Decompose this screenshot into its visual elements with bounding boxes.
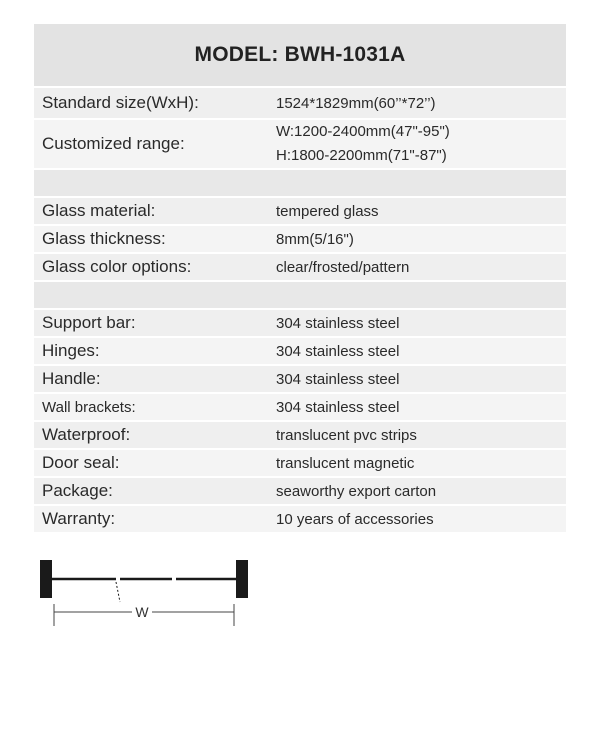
spec-value-width: W:1200-2400mm(47"-95")	[276, 123, 450, 140]
spec-label: Package:	[42, 481, 113, 500]
spec-row-glass-material	[34, 198, 566, 224]
spec-label: Hinges:	[42, 341, 100, 360]
spec-row-package	[34, 478, 566, 504]
spec-value: tempered glass	[276, 202, 379, 220]
spec-label: Glass material:	[42, 201, 156, 220]
spec-label: Support bar:	[42, 313, 136, 332]
spec-value: 10 years of accessories	[276, 510, 434, 528]
spec-label: Handle:	[42, 369, 101, 388]
spec-table	[34, 24, 566, 532]
spec-value: translucent pvc strips	[276, 426, 417, 444]
spec-label: Wall brackets:	[42, 398, 136, 416]
spec-row-waterproof	[34, 422, 566, 448]
spec-row-glass-color	[34, 254, 566, 280]
spec-value: 304 stainless steel	[276, 342, 400, 360]
width-dimension-label: W	[135, 604, 149, 620]
spec-row-hinges	[34, 338, 566, 364]
spec-value: seaworthy export carton	[276, 482, 437, 500]
spec-value: clear/frosted/pattern	[276, 258, 410, 276]
spec-label: Glass color options:	[42, 257, 192, 276]
spec-value: translucent magnetic	[276, 454, 415, 472]
spec-value-height: H:1800-2200mm(71"-87")	[276, 147, 447, 164]
spec-label: Warranty:	[42, 509, 116, 528]
spec-value: 304 stainless steel	[276, 398, 400, 416]
model-title: MODEL: BWH-1031A	[34, 24, 566, 86]
spec-value	[268, 120, 566, 168]
left-wall-bracket	[40, 560, 52, 598]
spec-value: 304 stainless steel	[276, 314, 400, 332]
spec-row-standard-size	[34, 88, 566, 118]
spec-row-handle	[34, 366, 566, 392]
spec-value: 1524*1829mm(60’’*72’’)	[276, 94, 436, 112]
spec-row-support-bar	[34, 310, 566, 336]
spec-value: 304 stainless steel	[276, 370, 400, 388]
spec-label: Customized range:	[42, 134, 185, 153]
spec-row-door-seal	[34, 450, 566, 476]
spec-label: Standard size(WxH):	[42, 93, 199, 112]
spec-row-warranty	[34, 506, 566, 532]
spec-label: Waterproof:	[42, 425, 131, 444]
door-swing-indicator	[116, 582, 120, 602]
right-wall-bracket	[236, 560, 248, 598]
spec-label: Door seal:	[42, 453, 120, 472]
spec-value: 8mm(5/16")	[276, 230, 354, 248]
spacer-row	[34, 170, 566, 196]
door-top-view-diagram	[36, 552, 256, 632]
spec-row-customized-range	[34, 120, 566, 168]
spec-row-wall-brackets	[34, 394, 566, 420]
spacer-row	[34, 282, 566, 308]
spec-row-glass-thickness	[34, 226, 566, 252]
spec-label: Glass thickness:	[42, 229, 166, 248]
